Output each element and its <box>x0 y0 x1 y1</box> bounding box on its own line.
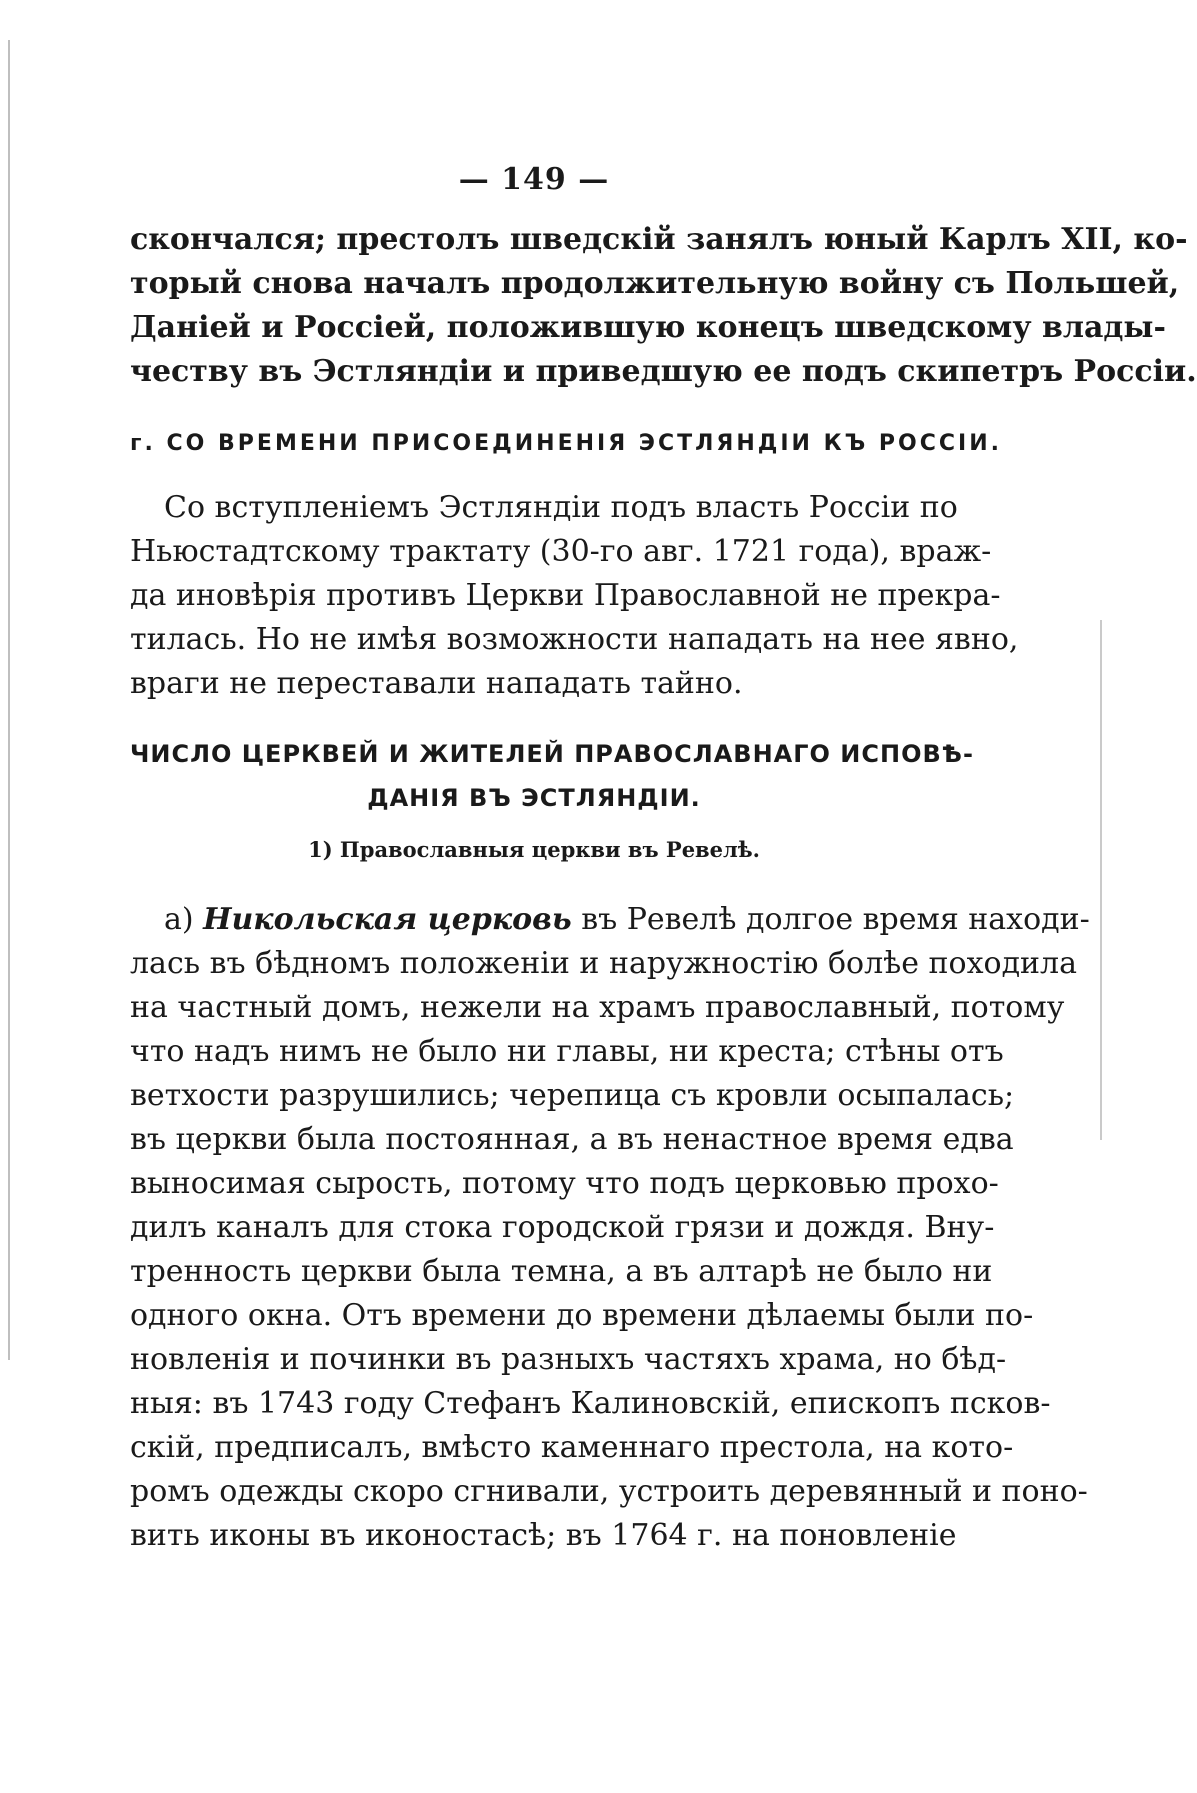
section-title <box>130 732 974 820</box>
nikolskaya-line: ветхости разрушились; черепица съ кровли осыпалась; <box>130 1078 1015 1113</box>
nikolskaya-line: одного окна. Отъ времени до времени дѣлаемы были по- <box>130 1298 1034 1333</box>
nikolskaya-line: выносимая сырость, потому что подъ церковью прохо- <box>130 1166 999 1201</box>
subsection-title: 1) Православныя церкви въ Ревелѣ. <box>308 837 760 862</box>
nikolskaya-line: новленія и починки въ разныхъ частяхъ храма, но бѣд- <box>130 1342 1007 1377</box>
nikolskaya-paragraph <box>130 898 1090 1558</box>
annexation-line: да иновѣрія противъ Церкви Православной не прекра- <box>130 578 1001 613</box>
first-line-rest: въ Ревелѣ долгое время находи- <box>571 902 1090 937</box>
annexation-line: тилась. Но не имѣя возможности нападать на нее явно, <box>130 622 1019 657</box>
nikolskaya-line: ромъ одежды скоро сгнивали, устроить деревянный и поно- <box>130 1474 1088 1509</box>
annexation-line: Со вступленіемъ Эстляндіи подъ власть Россіи по <box>164 490 958 525</box>
intro-line: скончался; престолъ шведскій занялъ юный Карлъ XII, ко- <box>130 222 1188 257</box>
annexation-paragraph <box>130 486 1019 706</box>
nikolskaya-line: что надъ нимъ не было ни главы, ни креста; стѣны отъ <box>130 1034 1004 1069</box>
book-page <box>130 160 1197 1558</box>
nikolskaya-line: на частный домъ, нежели на храмъ православный, потому <box>130 990 1065 1025</box>
annexation-line: Ньюстадтскому трактату (30-го авг. 1721 года), враж- <box>130 534 992 569</box>
nikolskaya-line: ныя: въ 1743 году Стефанъ Калиновскій, епископъ псков- <box>130 1386 1051 1421</box>
annexation-line: враги не переставали нападать тайно. <box>130 666 743 701</box>
church-name: Никольская церковь <box>203 902 572 937</box>
scan-edge-left <box>8 40 10 1360</box>
nikolskaya-line: скій, предписалъ, вмѣсто каменнаго престола, на кото- <box>130 1430 1014 1465</box>
nikolskaya-line: лась въ бѣдномъ положеніи и наружностію болѣе походила <box>130 946 1077 981</box>
page-number: — 149 — <box>458 162 610 197</box>
nikolskaya-line: дилъ каналъ для стока городской грязи и дождя. Вну- <box>130 1210 995 1245</box>
nikolskaya-line: въ церкви была постоянная, а въ ненастное время едва <box>130 1122 1014 1157</box>
intro-paragraph <box>130 218 1197 394</box>
intro-line: торый снова началъ продолжительную войну съ Польшей, <box>130 266 1180 301</box>
nikolskaya-first-line <box>130 898 1090 942</box>
item-marker: а) <box>164 902 204 937</box>
section-title-line: ЧИСЛО ЦЕРКВЕЙ И ЖИТЕЛЕЙ ПРАВОСЛАВНАГО ИСПОВѢ- <box>130 740 974 768</box>
nikolskaya-line: вить иконы въ иконостасѣ; въ 1764 г. на поновленіе <box>130 1518 957 1553</box>
scan-edge-right <box>1100 620 1102 1140</box>
nikolskaya-line: тренность церкви была темна, а въ алтарѣ не было ни <box>130 1254 993 1289</box>
intro-line: честву въ Эстляндіи и приведшую ее подъ скипетръ Россіи. <box>130 354 1197 389</box>
subheading: г. СО ВРЕМЕНИ ПРИСОЕДИНЕНІЯ ЭСТЛЯНДІИ КЪ РОССІИ. <box>130 431 1002 456</box>
intro-line: Даніей и Россіей, положившую конецъ шведскому влады- <box>130 310 1166 345</box>
section-title-line: ДАНІЯ ВЪ ЭСТЛЯНДІИ. <box>367 784 701 812</box>
